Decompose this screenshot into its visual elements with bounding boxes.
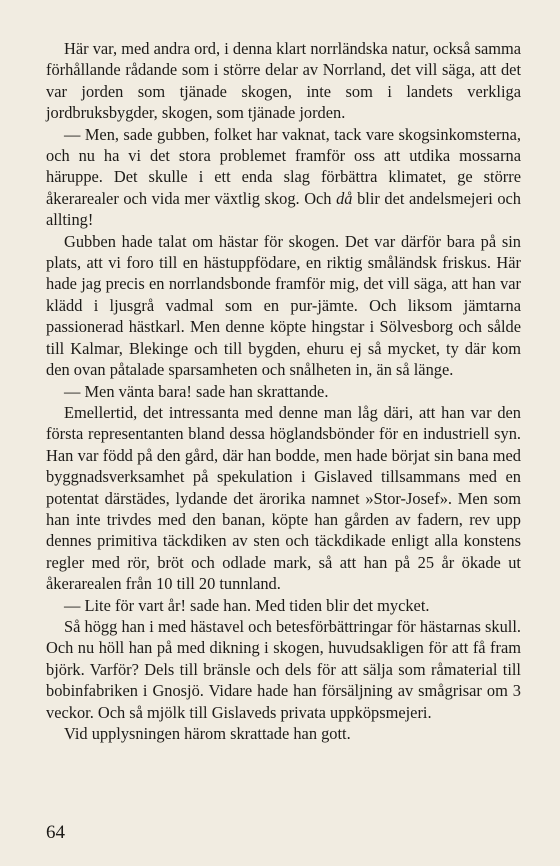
paragraph-2 xyxy=(46,124,521,231)
paragraph-2-after: blir det andelsmejeri och allting! xyxy=(46,188,521,230)
paragraph-7: Så högg han i med hästavel och betesförbättringar för hästarnas skull. Och nu höll han på med dikning i skogen, huvudsakligen för att få fram björk. Varför? Dels till bränsle och dels för att sälja som råmaterial till bobinfabriken i Gnosjö. Vidare hade han försäljning av smågrisar om 3 veckor. Och så mjölk till Gislaveds privata uppköpsmejeri. xyxy=(46,616,521,722)
page-number: 64 xyxy=(46,822,65,843)
body-text xyxy=(46,38,521,744)
paragraph-2-emphasis: då xyxy=(336,188,353,208)
paragraph-2-before: — Men, sade gubben, folket har vaknat, tack vare skogsinkomsterna, och nu ha vi det stora problemet framför oss att utdika mossarna häruppe. Det skulle i ett enda slag förbättra klimatet, ge större åkerarealer och vida mer växtlig skog. Och xyxy=(46,124,521,208)
paragraph-4: — Men vänta bara! sade han skrattande. xyxy=(64,381,329,401)
paragraph-1: Här var, med andra ord, i denna klart norrländska natur, också samma förhållande rådande som i större delar av Norrland, det vill säga, att det var jorden som tjänade skogen, inte som i landets verkliga jordbruksbygder, skogen, som tjänade jorden. xyxy=(46,39,521,123)
paragraph-3: Gubben hade talat om hästar för skogen. Det var därför bara på sin plats, att vi foro till en hästuppfödare, en riktig småländsk friskus. Här hade jag precis en norrlandsbonde framför mig, det vill säga, att han var klädd i ljusgrå vadmal som en pur-jämte. Och liksom jämtarna passionerad hästkarl. Men denne köpte hingstar i Sölvesborg och sålde till Kalmar, Blekinge och till bygden, ehuru ej så mycket, ty där kom den ovan påtalade sparsamheten och snålheten in, än så länge. xyxy=(46,231,521,380)
paragraph-5: Emellertid, det intressanta med denne man låg däri, att han var den första representanten bland dessa höglandsbönder för en industriell syn. Han var född på den gård, där han bodde, men hade börjat sin bana med byggnadsverksamhet på spekulation i Gislaved tillsammans med en potentat därstädes, lydande det ärorika namnet »Stor-Josef». Men som han inte trivdes med den banan, köpte han gården av fadern, rev upp dennes primitiva täckdiken av sten och täckdikade enligt alla konstens regler med rör, bröt och odlade mark, så att han på 25 år ökade ut åkerarealen från 10 till 20 tunnland. xyxy=(46,402,521,594)
paragraph-6: — Lite för vart år! sade han. Med tiden blir det mycket. xyxy=(64,595,430,615)
paragraph-8: Vid upplysningen härom skrattade han gott. xyxy=(64,724,351,743)
